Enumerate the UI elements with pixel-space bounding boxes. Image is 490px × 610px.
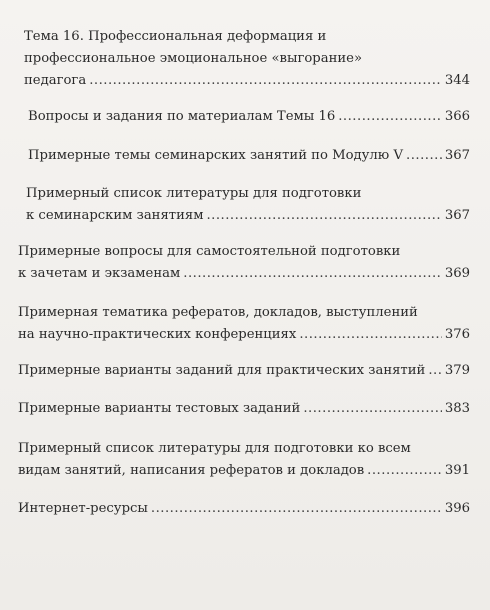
toc-entry-text-line: Интернет-ресурсы bbox=[18, 501, 148, 516]
toc-entry bbox=[18, 398, 470, 420]
toc-entry-text-line: педагога bbox=[24, 73, 87, 88]
toc-page-number: 369 bbox=[444, 266, 470, 281]
toc-entry bbox=[26, 183, 470, 227]
toc-entry bbox=[28, 145, 470, 167]
dot-leader bbox=[89, 70, 442, 92]
toc-entry-text-line: Примерный список литературы для подготовки bbox=[26, 186, 362, 201]
toc-entry-text-line: к семинарским занятиям bbox=[26, 208, 204, 223]
toc-entry-text-line: на научно-практических конференциях bbox=[18, 327, 297, 342]
toc-entry-text-line: Примерные вопросы для самостоятельной подготовки bbox=[18, 244, 401, 259]
toc-entry-text-line: видам занятий, написания рефератов и докладов bbox=[18, 463, 365, 478]
toc-entry bbox=[28, 106, 470, 128]
toc-page-number: 383 bbox=[444, 401, 470, 416]
toc-page-number: 366 bbox=[444, 109, 470, 124]
toc-entry-text-line: Примерная тематика рефератов, докладов, выступлений bbox=[18, 305, 418, 320]
toc-entry bbox=[18, 360, 470, 382]
dot-leader bbox=[206, 205, 441, 227]
toc-entry-text-line: к зачетам и экзаменам bbox=[18, 266, 181, 281]
toc-entry bbox=[18, 438, 470, 482]
toc-page-number: 379 bbox=[444, 363, 470, 378]
toc-page-number: 376 bbox=[444, 327, 470, 342]
toc-entry-text-line: Примерные темы семинарских занятий по Модулю V bbox=[28, 148, 403, 163]
toc-entry-text-line: Примерные варианты тестовых заданий bbox=[18, 401, 301, 416]
toc-entry bbox=[24, 26, 470, 92]
toc-entry-text-line: Тема 16. Профессиональная деформация и bbox=[24, 29, 327, 44]
toc-entry-text-line: Вопросы и задания по материалам Темы 16 bbox=[28, 109, 336, 124]
dot-leader bbox=[428, 360, 442, 382]
toc-entry bbox=[18, 302, 470, 346]
toc-entry bbox=[18, 241, 470, 285]
toc-entry-text-line: Примерный список литературы для подготовки ко всем bbox=[18, 441, 411, 456]
toc-page-number: 367 bbox=[444, 148, 470, 163]
toc-entry-text-line: профессиональное эмоциональное «выгорание» bbox=[24, 51, 363, 66]
toc-page-number: 367 bbox=[444, 208, 470, 223]
dot-leader bbox=[303, 398, 441, 420]
dot-leader bbox=[151, 498, 442, 520]
dot-leader bbox=[338, 106, 442, 128]
dot-leader bbox=[183, 263, 442, 285]
toc-entry bbox=[18, 498, 470, 520]
dot-leader bbox=[299, 324, 442, 346]
toc-page-number: 391 bbox=[444, 463, 470, 478]
toc-page-number: 344 bbox=[444, 73, 470, 88]
dot-leader bbox=[367, 460, 442, 482]
dot-leader bbox=[406, 145, 442, 167]
toc-entry-text-line: Примерные варианты заданий для практических занятий bbox=[18, 363, 426, 378]
toc-page-number: 396 bbox=[444, 501, 470, 516]
